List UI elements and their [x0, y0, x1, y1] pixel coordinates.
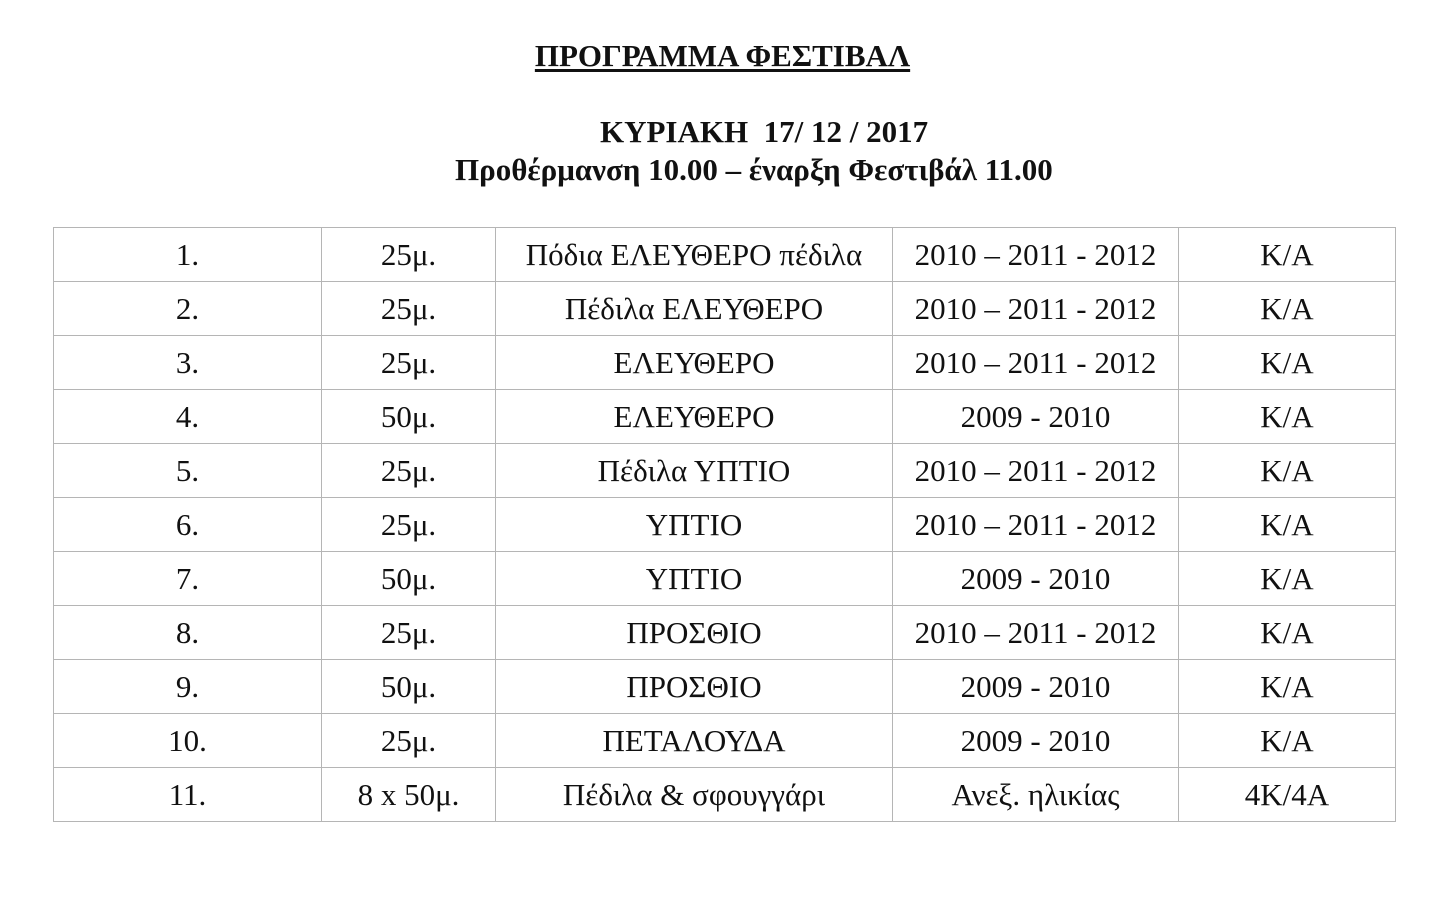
event-distance-cell: 25μ.	[322, 606, 496, 660]
table-row	[54, 444, 1396, 498]
event-years-cell: Ανεξ. ηλικίας	[893, 768, 1179, 822]
event-category-cell: Κ/Α	[1179, 498, 1396, 552]
event-years-cell: 2009 - 2010	[893, 552, 1179, 606]
event-category-cell: Κ/Α	[1179, 390, 1396, 444]
event-number-cell: 9.	[54, 660, 322, 714]
event-style-cell: Πέδιλα ΕΛΕΥΘΕΡΟ	[496, 282, 893, 336]
event-years-cell: 2010 – 2011 - 2012	[893, 606, 1179, 660]
event-distance-cell: 50μ.	[322, 552, 496, 606]
event-number-cell: 2.	[54, 282, 322, 336]
table-row	[54, 498, 1396, 552]
event-category-cell: Κ/Α	[1179, 552, 1396, 606]
event-style-cell: Πόδια ΕΛΕΥΘΕΡΟ πέδιλα	[496, 228, 893, 282]
events-table	[53, 227, 1396, 822]
event-category-cell: Κ/Α	[1179, 444, 1396, 498]
event-years-cell: 2009 - 2010	[893, 714, 1179, 768]
event-category-cell: Κ/Α	[1179, 228, 1396, 282]
events-table-body	[54, 228, 1396, 822]
table-row	[54, 228, 1396, 282]
event-number-cell: 11.	[54, 768, 322, 822]
event-style-cell: ΕΛΕΥΘΕΡΟ	[496, 336, 893, 390]
event-number-cell: 3.	[54, 336, 322, 390]
event-style-cell: Πέδιλα ΥΠΤΙΟ	[496, 444, 893, 498]
event-years-cell: 2010 – 2011 - 2012	[893, 498, 1179, 552]
event-style-cell: ΠΡΟΣΘΙΟ	[496, 606, 893, 660]
festival-date: ΚΥΡΙΑΚΗ 17/ 12 / 2017	[600, 114, 929, 149]
event-number-cell: 5.	[54, 444, 322, 498]
schedule-times: Προθέρμανση 10.00 – έναρξη Φεστιβάλ 11.00	[455, 152, 1053, 187]
event-years-cell: 2010 – 2011 - 2012	[893, 444, 1179, 498]
event-number-cell: 8.	[54, 606, 322, 660]
event-number-cell: 6.	[54, 498, 322, 552]
event-years-cell: 2010 – 2011 - 2012	[893, 282, 1179, 336]
table-row	[54, 390, 1396, 444]
event-category-cell: Κ/Α	[1179, 714, 1396, 768]
event-category-cell: Κ/Α	[1179, 336, 1396, 390]
table-row	[54, 660, 1396, 714]
event-category-cell: Κ/Α	[1179, 282, 1396, 336]
event-number-cell: 4.	[54, 390, 322, 444]
event-years-cell: 2009 - 2010	[893, 660, 1179, 714]
event-distance-cell: 25μ.	[322, 444, 496, 498]
event-distance-cell: 25μ.	[322, 336, 496, 390]
event-category-cell: Κ/Α	[1179, 660, 1396, 714]
event-style-cell: ΕΛΕΥΘΕΡΟ	[496, 390, 893, 444]
page-title-text: ΠΡΟΓΡΑΜΜΑ ΦΕΣΤΙΒΑΛ	[534, 38, 911, 73]
event-style-cell: ΠΡΟΣΘΙΟ	[496, 660, 893, 714]
event-distance-cell: 50μ.	[322, 390, 496, 444]
event-number-cell: 10.	[54, 714, 322, 768]
event-category-cell: Κ/Α	[1179, 606, 1396, 660]
table-row	[54, 336, 1396, 390]
event-number-cell: 7.	[54, 552, 322, 606]
event-style-cell: ΠΕΤΑΛΟΥΔΑ	[496, 714, 893, 768]
table-row	[54, 768, 1396, 822]
table-row	[54, 282, 1396, 336]
event-distance-cell: 25μ.	[322, 498, 496, 552]
event-number-cell: 1.	[54, 228, 322, 282]
event-distance-cell: 25μ.	[322, 714, 496, 768]
event-style-cell: ΥΠΤΙΟ	[496, 552, 893, 606]
event-distance-cell: 25μ.	[322, 228, 496, 282]
event-years-cell: 2010 – 2011 - 2012	[893, 228, 1179, 282]
event-category-cell: 4Κ/4Α	[1179, 768, 1396, 822]
event-style-cell: Πέδιλα & σφουγγάρι	[496, 768, 893, 822]
table-row	[54, 552, 1396, 606]
event-style-cell: ΥΠΤΙΟ	[496, 498, 893, 552]
table-row	[54, 606, 1396, 660]
event-distance-cell: 25μ.	[322, 282, 496, 336]
event-years-cell: 2010 – 2011 - 2012	[893, 336, 1179, 390]
page-title	[0, 36, 1449, 76]
event-distance-cell: 8 x 50μ.	[322, 768, 496, 822]
table-row	[54, 714, 1396, 768]
event-distance-cell: 50μ.	[322, 660, 496, 714]
event-years-cell: 2009 - 2010	[893, 390, 1179, 444]
